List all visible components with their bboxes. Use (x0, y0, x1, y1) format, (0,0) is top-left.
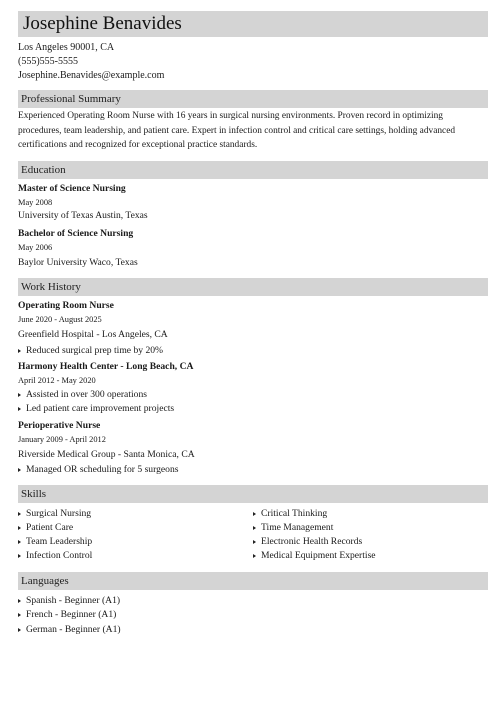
languages-heading: Languages (21, 575, 69, 587)
summary-section-header (18, 90, 488, 108)
language-item: French - Beginner (A1) (18, 609, 116, 621)
job-bullet: Led patient care improvement projects (18, 403, 174, 415)
education-section-header (18, 161, 488, 179)
degree-date: May 2006 (18, 243, 53, 252)
job-employer: Greenfield Hospital - Los Angeles, CA (18, 329, 168, 340)
email: Josephine.Benavides@example.com (18, 70, 165, 81)
school-name: University of Texas Austin, Texas (18, 210, 148, 221)
job-bullet: Assisted in over 300 operations (18, 389, 147, 401)
skills-section-header (18, 485, 488, 503)
candidate-name: Josephine Benavides (23, 13, 182, 34)
job-bullet: Managed OR scheduling for 5 surgeons (18, 464, 179, 476)
job-dates: April 2012 - May 2020 (18, 376, 96, 385)
work-heading: Work History (21, 281, 81, 293)
work-section-header (18, 278, 488, 296)
skill-item: Surgical Nursing (18, 508, 91, 520)
skill-item: Patient Care (18, 522, 73, 534)
skill-item: Medical Equipment Expertise (253, 550, 376, 562)
job-title: Operating Room Nurse (18, 300, 114, 311)
education-heading: Education (21, 164, 66, 176)
job-title: Harmony Health Center - Long Beach, CA (18, 361, 194, 372)
skill-item: Electronic Health Records (253, 536, 362, 548)
languages-section-header (18, 572, 488, 590)
name-header-bar (18, 11, 488, 37)
school-name: Baylor University Waco, Texas (18, 257, 138, 268)
skill-item: Critical Thinking (253, 508, 327, 520)
job-title: Perioperative Nurse (18, 420, 101, 431)
language-item: Spanish - Beginner (A1) (18, 595, 120, 607)
skill-item: Team Leadership (18, 536, 92, 548)
language-item: German - Beginner (A1) (18, 624, 121, 636)
summary-text: Experienced Operating Room Nurse with 16 years in surgical nursing environments. Proven record in optimizing procedures, team leadership, and patient care. Expert in infection control and critical care settings, holding advanced certifications and recognized for exceptional practice standards. (18, 111, 456, 150)
job-employer: Riverside Medical Group - Santa Monica, CA (18, 449, 195, 460)
phone: (555)555-5555 (18, 56, 78, 67)
contact-block (18, 41, 164, 83)
degree-date: May 2008 (18, 198, 53, 207)
degree-title: Bachelor of Science Nursing (18, 228, 134, 239)
job-bullet: Reduced surgical prep time by 20% (18, 345, 163, 357)
summary-heading: Professional Summary (21, 93, 121, 105)
job-dates: June 2020 - August 2025 (18, 315, 102, 324)
degree-title: Master of Science Nursing (18, 183, 126, 194)
skill-item: Time Management (253, 522, 333, 534)
address: Los Angeles 90001, CA (18, 42, 115, 53)
skill-item: Infection Control (18, 550, 92, 562)
job-dates: January 2009 - April 2012 (18, 435, 106, 444)
skills-heading: Skills (21, 488, 47, 500)
